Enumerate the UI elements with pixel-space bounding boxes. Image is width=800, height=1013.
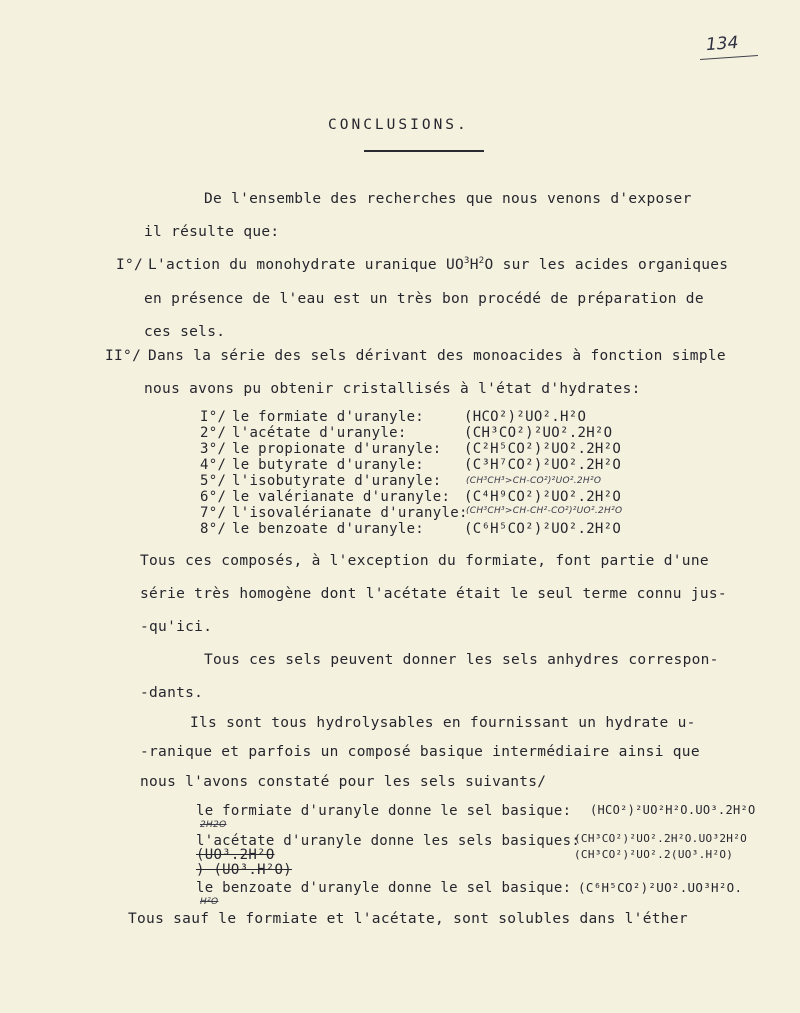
basic-salt-acetate-text: l'acétate d'uranyle donne les sels basiques: [196,833,581,849]
salt-item-name: le butyrate d'uranyle: [232,457,425,473]
last-line: Tous sauf le formiate et l'acétate, sont solubles dans l'éther [128,911,688,927]
struck-text: ) (UO³.H²O) [196,862,293,878]
point-2-line-2: nous avons pu obtenir cristallisés à l'état d'hydrates: [144,381,641,397]
salt-item-name: l'acétate d'uranyle: [232,425,407,441]
salt-item-num: 6°/ [200,489,227,505]
paragraph-3-line-3: nous l'avons constaté pour les sels suivants/ [140,774,547,790]
page-title: CONCLUSIONS. [328,117,469,133]
struck-text: 2H2O [200,820,227,830]
paragraph-3-line-2: -ranique et parfois un composé basique intermédiaire ainsi que [140,744,700,760]
title-underline [364,150,484,152]
salt-item-num: 3°/ [200,441,227,457]
basic-salt-formiate-text: le formiate d'uranyle donne le sel basique: [196,803,572,819]
salt-item-formula-handwritten: (CH³CH³>CH-CO²)²UO².2H²O [466,476,602,486]
basic-salt-acetate-formula-b: (CH³CO²)²UO².2(UO³.H²O) [574,848,734,861]
salt-item-formula-handwritten: (CH³CH³>CH-CH²-CO²)²UO².2H²O [466,506,623,516]
page-number: 134 [705,32,740,56]
salt-item-num: 5°/ [200,473,227,489]
paragraph-3-line-1: Ils sont tous hydrolysables en fournissant un hydrate u- [190,715,696,731]
paragraph-2-line-1: Tous ces sels peuvent donner les sels anhydres correspon- [204,652,719,668]
intro-line-2: il résulte que: [144,224,280,240]
salt-item-name: l'isobutyrate d'uranyle: [232,473,442,489]
salt-item-formula: (C⁴H⁹CO²)²UO².2H²O [464,489,622,505]
salt-item-name: le formiate d'uranyle: [232,409,425,425]
struck-text: (UO³.2H²O [196,847,275,863]
basic-salt-acetate-formula-a: (CH³CO²)²UO².2H²O.UO³2H²O [574,832,748,845]
intro-line-1: De l'ensemble des recherches que nous venons d'exposer [204,191,692,207]
salt-item-name: le benzoate d'uranyle: [232,521,425,537]
point-1-label: I°/ [116,257,144,273]
salt-item-formula: (C⁶H⁵CO²)²UO².2H²O [464,521,622,537]
point-1-line-1: L'action du monohydrate uranique $UO^3H^2O$ sur les acides organiques [148,256,729,273]
struck-text: H²O [200,897,219,907]
point-2-label: II°/ [105,348,142,364]
salt-item-name: le valérianate d'uranyle: [232,489,451,505]
point-1-line-2: en présence de l'eau est un très bon procédé de préparation de [144,291,704,307]
salt-item-num: 7°/ [200,505,227,521]
salt-item-num: I°/ [200,409,227,425]
salt-item-formula: (C³H⁷CO²)²UO².2H²O [464,457,622,473]
paragraph-1-line-1: Tous ces composés, à l'exception du formiate, font partie d'une [140,553,709,569]
salt-item-formula: (HCO²)²UO².H²O [464,409,587,425]
paragraph-2-line-2: -dants. [140,685,204,701]
paragraph-1-line-3: -qu'ici. [140,619,213,635]
salt-item-num: 4°/ [200,457,227,473]
point-1-line-3: ces sels. [144,324,226,340]
salt-item-name: l'isovalérianate d'uranyle: [232,505,468,521]
salt-item-formula: (C²H⁵CO²)²UO².2H²O [464,441,622,457]
salt-item-num: 8°/ [200,521,227,537]
basic-salt-benzoate-formula: (C⁶H⁵CO²)²UO².UO³H²O. [578,880,743,895]
basic-salt-benzoate-text: le benzoate d'uranyle donne le sel basique: [196,880,572,896]
paragraph-1-line-2: série très homogène dont l'acétate était le seul terme connu jus- [140,586,727,602]
page-number-underline [700,55,758,60]
salt-item-name: le propionate d'uranyle: [232,441,442,457]
salt-item-formula: (CH³CO²)²UO².2H²O [464,425,613,441]
point-2-line-1: Dans la série des sels dérivant des monoacides à fonction simple [148,348,726,364]
basic-salt-formiate-formula: (HCO²)²UO²H²O.UO³.2H²O [590,803,756,817]
salt-item-num: 2°/ [200,425,227,441]
